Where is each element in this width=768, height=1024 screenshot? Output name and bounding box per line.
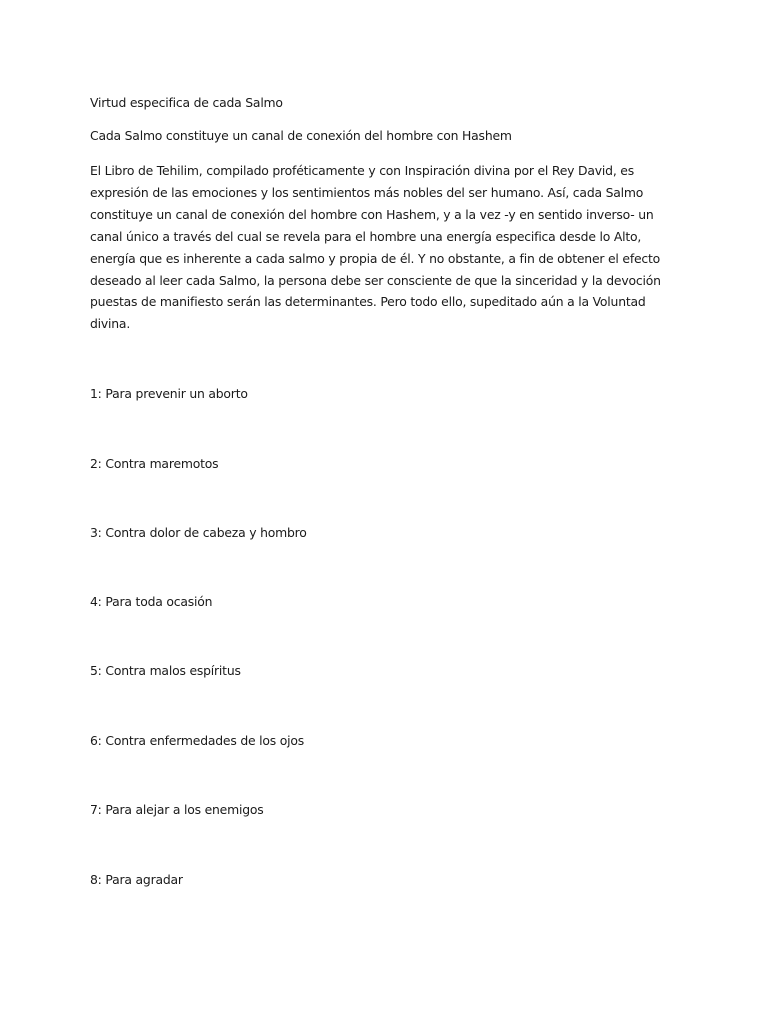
list-item: 5: Contra malos espíritus xyxy=(90,663,241,678)
paragraph-line: energía que es inherente a cada salmo y propia de él. Y no obstante, a fin de obtener el efecto xyxy=(90,250,661,266)
intro-paragraph xyxy=(90,160,680,335)
list-item: 7: Para alejar a los enemigos xyxy=(90,802,264,817)
document-title: Virtud especifica de cada Salmo xyxy=(90,95,283,110)
paragraph-line: divina. xyxy=(90,316,131,332)
paragraph-line: expresión de las emociones y los sentimientos más nobles del ser humano. Así, cada Salmo xyxy=(90,184,644,200)
paragraph-line: deseado al leer cada Salmo, la persona debe ser consciente de que la sinceridad y la devoción xyxy=(90,272,661,288)
list-item: 8: Para agradar xyxy=(90,872,183,887)
list-item: 3: Contra dolor de cabeza y hombro xyxy=(90,525,307,540)
list-item: 6: Contra enfermedades de los ojos xyxy=(90,733,305,748)
document-subtitle: Cada Salmo constituye un canal de conexión del hombre con Hashem xyxy=(90,128,512,143)
paragraph-line: El Libro de Tehilim, compilado proféticamente y con Inspiración divina por el Rey David, es xyxy=(90,163,634,178)
paragraph-line: canal único a través del cual se revela para el hombre una energía especifica desde lo Alto, xyxy=(90,228,642,244)
paragraph-line: puestas de manifiesto serán las determinantes. Pero todo ello, supeditado aún a la Voluntad xyxy=(90,294,646,310)
list-item: 1: Para prevenir un aborto xyxy=(90,386,248,401)
list-item: 4: Para toda ocasión xyxy=(90,594,213,609)
list-item: 2: Contra maremotos xyxy=(90,456,219,471)
paragraph-line: constituye un canal de conexión del hombre con Hashem, y a la vez -y en sentido inverso- un xyxy=(90,206,654,222)
